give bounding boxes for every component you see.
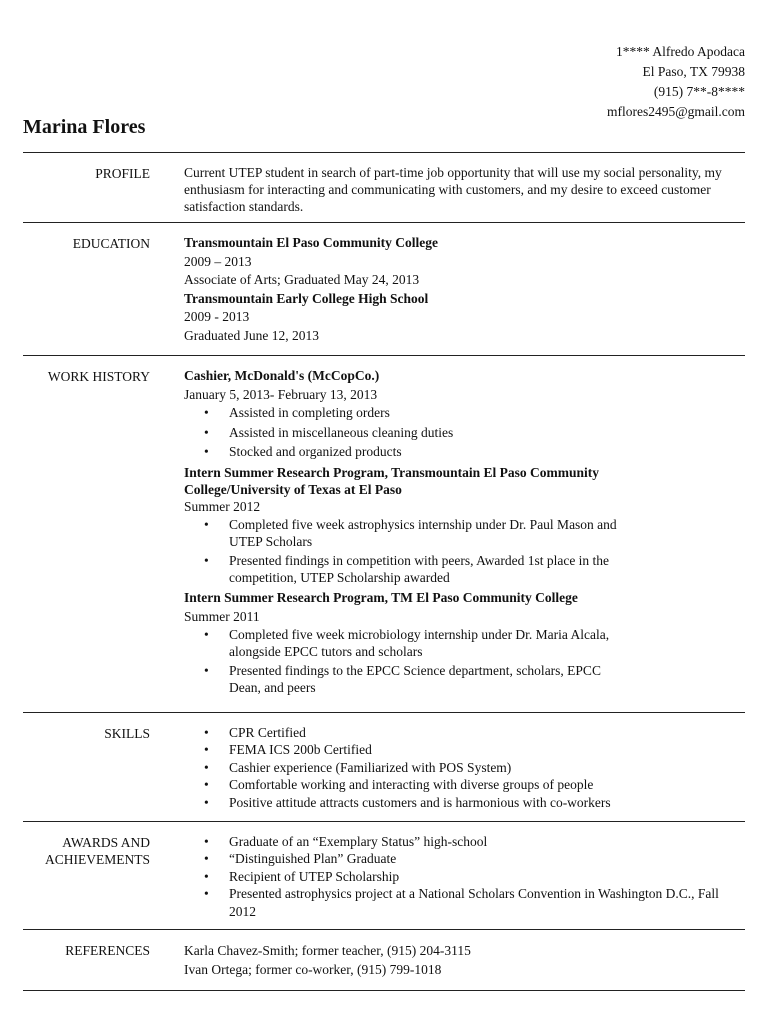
awards-label-line2: ACHIEVEMENTS <box>45 852 150 867</box>
job-dates: Summer 2012 <box>184 498 261 514</box>
list-item: • “Distinguished Plan” Graduate <box>184 850 740 867</box>
job-title: Cashier, McDonald's (McCopCo.) <box>184 368 380 383</box>
work-history-body <box>184 367 740 699</box>
section-label-education: EDUCATION <box>72 236 150 251</box>
section-label-skills: SKILLS <box>104 726 150 741</box>
list-item: • Graduate of an “Exemplary Status” high-school <box>184 833 740 850</box>
job-dates: Summer 2011 <box>184 608 260 624</box>
list-item: • CPR Certified <box>184 724 740 741</box>
job-dates: January 5, 2013- February 13, 2013 <box>184 386 378 402</box>
job-duties-list <box>184 517 624 586</box>
education-section <box>23 222 745 356</box>
job-title: Intern Summer Research Program, Transmountain El Paso Community College/University of Texas at El Paso <box>184 464 599 497</box>
list-item: • Recipient of UTEP Scholarship <box>184 868 740 885</box>
applicant-name: Marina Flores <box>23 116 146 138</box>
education-school: Transmountain Early College High School <box>184 290 429 306</box>
references-section <box>23 929 745 991</box>
education-body <box>184 234 740 345</box>
list-item: • Completed five week microbiology internship under Dr. Maria Alcala, alongside EPCC tutors and scholars <box>184 627 624 660</box>
references-body <box>184 941 740 979</box>
list-item: • Presented findings to the EPCC Science department, scholars, EPCC Dean, and peers <box>184 663 624 696</box>
awards-section <box>23 821 745 930</box>
education-detail: Graduated June 12, 2013 <box>184 327 319 343</box>
job-duties-list <box>184 405 740 461</box>
list-item: • Stocked and organized products <box>184 444 740 461</box>
awards-label-line1: AWARDS AND <box>62 835 150 850</box>
education-detail: Associate of Arts; Graduated May 24, 2013 <box>184 272 420 287</box>
education-years: 2009 – 2013 <box>184 253 252 269</box>
education-school: Transmountain El Paso Community College <box>184 235 439 250</box>
reference-item: Ivan Ortega; former co-worker, (915) 799-1018 <box>184 962 442 977</box>
list-item: • Comfortable working and interacting with diverse groups of people <box>184 776 740 793</box>
work-history-section <box>23 355 745 713</box>
list-item: • Cashier experience (Familiarized with POS System) <box>184 759 740 776</box>
skills-list <box>184 724 740 811</box>
list-item: • Presented astrophysics project at a National Scholars Convention in Washington D.C., Fall 2012 <box>184 885 740 920</box>
list-item: • Assisted in miscellaneous cleaning duties <box>184 425 740 442</box>
section-label-work-history: WORK HISTORY <box>47 369 150 384</box>
list-item: • Positive attitude attracts customers and is harmonious with co-workers <box>184 794 740 811</box>
contact-address: 1**** Alfredo Apodaca <box>616 44 745 59</box>
skills-body <box>184 724 740 811</box>
list-item: • Completed five week astrophysics internship under Dr. Paul Mason and UTEP Scholars <box>184 517 624 550</box>
awards-list <box>184 833 740 920</box>
profile-section <box>23 152 745 223</box>
section-label-references: REFERENCES <box>65 943 150 958</box>
contact-phone: (915) 7**-8**** <box>653 84 745 99</box>
profile-text: Current UTEP student in search of part-time job opportunity that will use my social personality, my enthusiasm for interacting and communicating with customers, and my desire to exceed customer satisfaction standards. <box>184 165 722 214</box>
reference-item: Karla Chavez-Smith; former teacher, (915) 204-3115 <box>184 943 471 958</box>
education-years: 2009 - 2013 <box>184 309 250 324</box>
skills-section <box>23 712 745 822</box>
job-duties-list <box>184 627 624 696</box>
contact-city: El Paso, TX 79938 <box>642 64 745 79</box>
awards-body <box>184 833 740 920</box>
section-label-profile: PROFILE <box>95 166 150 181</box>
job-title: Intern Summer Research Program, TM El Paso Community College <box>184 590 578 605</box>
list-item: • Presented findings in competition with peers, Awarded 1st place in the competition, UTEP Scholarship awarded <box>184 553 624 586</box>
contact-block <box>385 42 745 122</box>
list-item: • Assisted in completing orders <box>184 405 740 422</box>
contact-email: mflores2495@gmail.com <box>606 104 745 119</box>
section-label-awards <box>23 834 150 868</box>
list-item: • FEMA ICS 200b Certified <box>184 741 740 758</box>
